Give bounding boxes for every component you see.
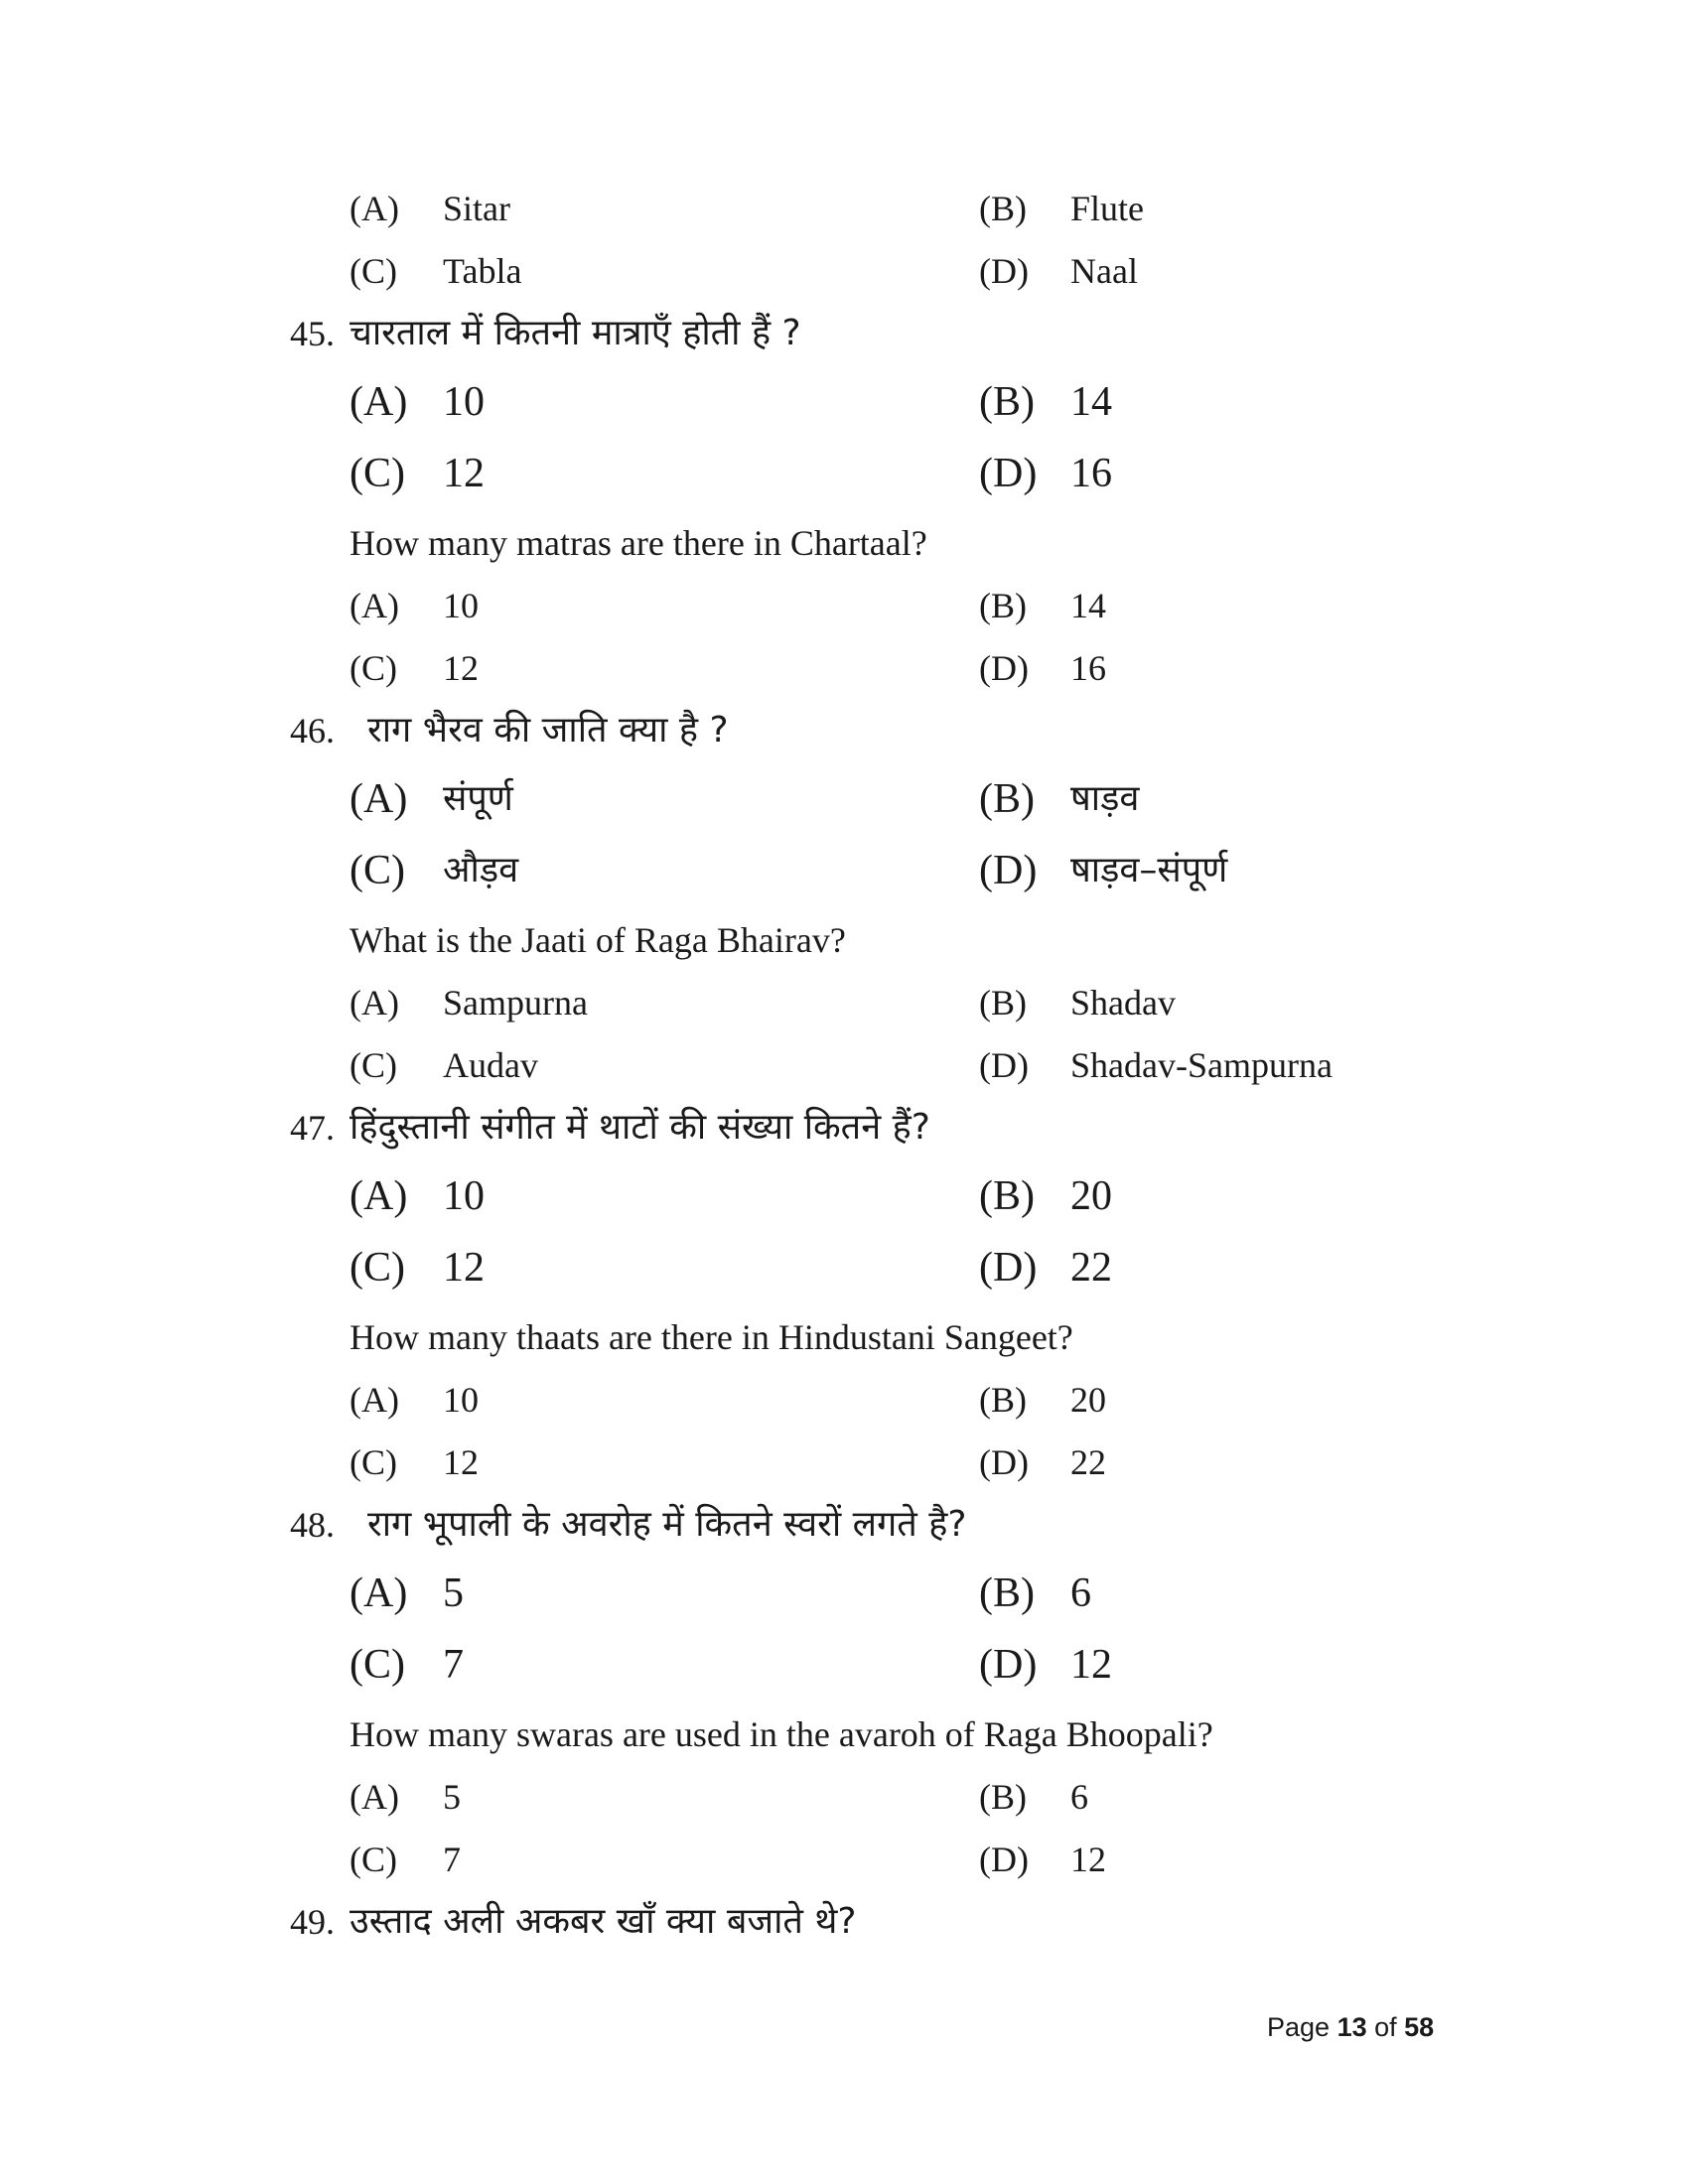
option-label-c: (C) (350, 1840, 397, 1879)
option-text-d: षाड़व–संपूर्ण (1070, 850, 1228, 890)
option-text-c: Tabla (443, 251, 522, 291)
option-label-d: (D) (979, 1442, 1029, 1482)
question-text-hindi: हिंदुस्तानी संगीत में थाटों की संख्या कितने हैं? (350, 1107, 930, 1148)
question-number: 47. (290, 1108, 335, 1148)
option-label-d: (D) (979, 1840, 1029, 1879)
option-label-a: (A) (350, 1777, 399, 1817)
option-label-b: (B) (979, 1173, 1035, 1219)
option-label-a: (A) (350, 1570, 408, 1616)
option-row (0, 442, 1688, 505)
option-row (0, 1633, 1688, 1697)
option-row (0, 1562, 1688, 1625)
option-row (0, 1765, 1688, 1829)
question-text-english: How many swaras are used in the avaroh of Raga Bhoopali? (350, 1714, 1213, 1754)
option-label-b: (B) (979, 1380, 1027, 1420)
question-row (0, 1493, 1688, 1557)
option-label-d: (D) (979, 648, 1029, 688)
option-text-a: 5 (443, 1777, 461, 1817)
option-label-c: (C) (350, 1045, 397, 1085)
option-text-c: 12 (443, 1442, 479, 1482)
question-translation-row (0, 1703, 1688, 1766)
option-label-c: (C) (350, 1245, 405, 1291)
option-label-c: (C) (350, 251, 397, 291)
question-text-hindi: राग भूपाली के अवरोह में कितने स्वरों लगते है? (367, 1504, 967, 1545)
option-label-a: (A) (350, 1380, 399, 1420)
option-text-a: 10 (443, 379, 485, 425)
option-row (0, 1033, 1688, 1097)
question-text-hindi: राग भैरव की जाति क्या है ? (367, 710, 729, 751)
option-text-d: Shadav-Sampurna (1070, 1045, 1333, 1085)
option-text-c: Audav (443, 1045, 538, 1085)
option-label-b: (B) (979, 1570, 1035, 1616)
question-row (0, 1096, 1688, 1160)
option-text-a: संपूर्ण (443, 778, 513, 819)
option-label-c: (C) (350, 451, 405, 496)
option-label-b: (B) (979, 1777, 1027, 1817)
option-label-b: (B) (979, 189, 1027, 228)
option-row (0, 971, 1688, 1034)
option-text-a: Sitar (443, 189, 510, 228)
option-row (0, 767, 1688, 831)
option-text-b: षाड़व (1070, 778, 1140, 819)
option-text-d: 22 (1070, 1245, 1112, 1291)
option-row (0, 1368, 1688, 1432)
option-label-d: (D) (979, 848, 1038, 893)
option-row (0, 574, 1688, 637)
option-text-b: 6 (1070, 1570, 1091, 1616)
question-number: 46. (290, 711, 335, 751)
option-row (0, 1431, 1688, 1494)
option-label-c: (C) (350, 848, 405, 893)
question-row (0, 302, 1688, 365)
page-number: Page 13 of 58 (1267, 2012, 1435, 2042)
option-row (0, 1828, 1688, 1891)
question-row (0, 1890, 1688, 1954)
option-text-c: औड़व (443, 850, 519, 890)
option-label-d: (D) (979, 251, 1029, 291)
question-number: 49. (290, 1902, 335, 1942)
option-label-c: (C) (350, 648, 397, 688)
option-label-a: (A) (350, 586, 399, 625)
option-text-a: 10 (443, 1173, 485, 1219)
option-row (0, 636, 1688, 700)
option-text-b: 14 (1070, 379, 1112, 425)
option-text-d: 12 (1070, 1642, 1112, 1688)
option-row (0, 177, 1688, 240)
option-label-d: (D) (979, 451, 1038, 496)
option-label-c: (C) (350, 1642, 405, 1688)
option-row (0, 239, 1688, 303)
question-number: 45. (290, 314, 335, 353)
question-translation-row (0, 908, 1688, 972)
option-text-c: 7 (443, 1642, 464, 1688)
question-text-english: How many matras are there in Chartaal? (350, 523, 927, 563)
question-translation-row (0, 1305, 1688, 1369)
question-text-english: What is the Jaati of Raga Bhairav? (350, 920, 846, 960)
option-text-c: 12 (443, 1245, 485, 1291)
question-text-hindi: उस्ताद अली अकबर खाँ क्या बजाते थे? (350, 1901, 857, 1942)
option-text-b: 20 (1070, 1380, 1106, 1420)
option-label-c: (C) (350, 1442, 397, 1482)
option-text-a: 10 (443, 1380, 479, 1420)
option-text-b: 20 (1070, 1173, 1112, 1219)
option-text-d: 22 (1070, 1442, 1106, 1482)
option-text-d: 16 (1070, 648, 1106, 688)
option-label-a: (A) (350, 1173, 408, 1219)
option-label-b: (B) (979, 776, 1035, 822)
option-label-b: (B) (979, 586, 1027, 625)
option-text-a: Sampurna (443, 983, 588, 1023)
option-text-c: 12 (443, 648, 479, 688)
option-label-b: (B) (979, 983, 1027, 1023)
question-number: 48. (290, 1505, 335, 1545)
option-text-d: 12 (1070, 1840, 1106, 1879)
option-text-d: 16 (1070, 451, 1112, 496)
option-row (0, 839, 1688, 902)
option-label-d: (D) (979, 1045, 1029, 1085)
question-translation-row (0, 511, 1688, 575)
option-text-a: 5 (443, 1570, 464, 1616)
option-label-d: (D) (979, 1245, 1038, 1291)
option-text-c: 12 (443, 451, 485, 496)
option-row (0, 370, 1688, 434)
option-label-a: (A) (350, 983, 399, 1023)
option-label-b: (B) (979, 379, 1035, 425)
option-text-b: 6 (1070, 1777, 1088, 1817)
option-label-a: (A) (350, 776, 408, 822)
option-row (0, 1164, 1688, 1228)
option-text-b: Flute (1070, 189, 1145, 228)
option-row (0, 1236, 1688, 1299)
option-text-d: Naal (1070, 251, 1138, 291)
option-text-b: Shadav (1070, 983, 1176, 1023)
option-label-a: (A) (350, 189, 399, 228)
option-label-a: (A) (350, 379, 408, 425)
option-text-a: 10 (443, 586, 479, 625)
option-text-b: 14 (1070, 586, 1106, 625)
option-label-d: (D) (979, 1642, 1038, 1688)
question-row (0, 699, 1688, 762)
question-text-hindi: चारताल में कितनी मात्राएँ होती हैं ? (350, 313, 801, 353)
option-text-c: 7 (443, 1840, 461, 1879)
question-text-english: How many thaats are there in Hindustani Sangeet? (350, 1317, 1073, 1357)
